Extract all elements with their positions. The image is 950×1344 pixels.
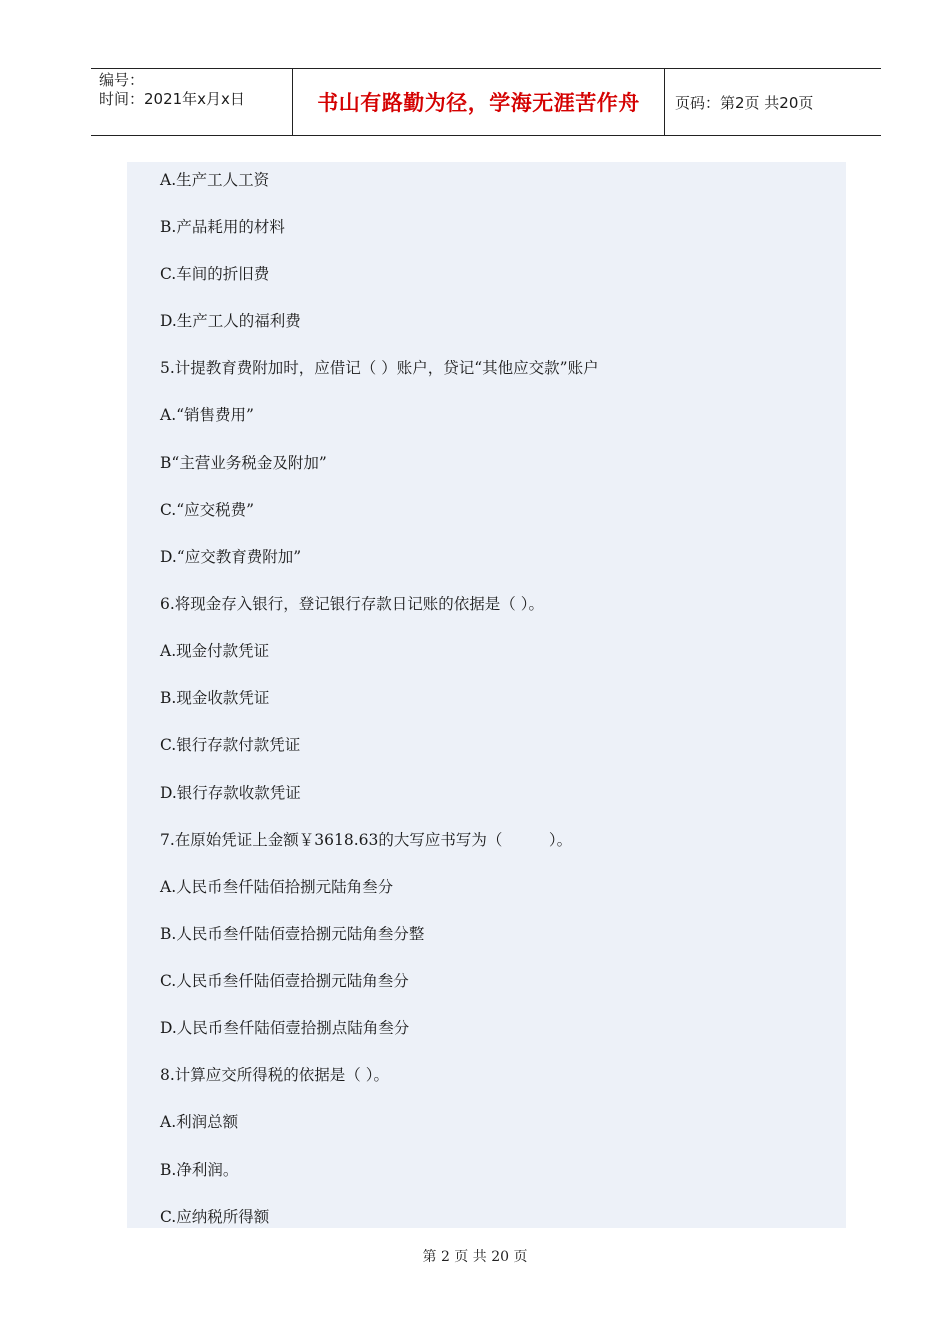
text-line: A.生产工人工资 xyxy=(160,171,270,189)
document-time-label: 时间：2021年x月x日 xyxy=(99,90,245,108)
question-8: 8.计算应交所得税的依据是（ ）。 xyxy=(160,1066,389,1084)
text-line: B.现金收款凭证 xyxy=(160,689,270,707)
text-line: A.“销售费用” xyxy=(160,406,254,424)
question-6: 6.将现金存入银行，登记银行存款日记账的依据是（ ）。 xyxy=(160,595,544,613)
question-7: 7.在原始凭证上金额￥3618.63的大写应书写为（ ）。 xyxy=(160,831,573,849)
text-line: C.应纳税所得额 xyxy=(160,1208,270,1226)
text-line: C.银行存款付款凭证 xyxy=(160,736,301,754)
text-line: A.利润总额 xyxy=(160,1113,239,1131)
text-line: C.人民币叁仟陆佰壹拾捌元陆角叁分 xyxy=(160,972,409,990)
text-line: A.现金付款凭证 xyxy=(160,642,270,660)
text-line: D.人民币叁仟陆佰壹拾捌点陆角叁分 xyxy=(160,1019,410,1037)
text-line: D.生产工人的福利费 xyxy=(160,312,301,330)
text-line: B.产品耗用的材料 xyxy=(160,218,285,236)
text-line: A.人民币叁仟陆佰拾捌元陆角叁分 xyxy=(160,878,394,896)
document-id-label: 编号： xyxy=(99,71,145,89)
page-header xyxy=(91,68,881,136)
text-line: D.银行存款收款凭证 xyxy=(160,784,301,802)
text-line: B.人民币叁仟陆佰壹拾捌元陆角叁分整 xyxy=(160,925,425,943)
page-footer: 第 2 页 共 20 页 xyxy=(422,1249,528,1265)
text-line: B.净利润。 xyxy=(160,1161,239,1179)
question-content xyxy=(127,162,846,1228)
question-5: 5.计提教育费附加时，应借记（ ）账户，贷记“其他应交款”账户 xyxy=(160,359,599,377)
header-motto-cell xyxy=(292,69,665,135)
text-line: D.“应交教育费附加” xyxy=(160,548,302,566)
header-meta xyxy=(91,69,292,135)
text-line: C.“应交税费” xyxy=(160,501,255,519)
header-motto: 书山有路勤为径，学海无涯苦作舟 xyxy=(317,91,640,115)
text-line: C.车间的折旧费 xyxy=(160,265,270,283)
header-page-number: 页码：第2页 共20页 xyxy=(675,93,814,112)
text-line: B“主营业务税金及附加” xyxy=(160,454,327,472)
